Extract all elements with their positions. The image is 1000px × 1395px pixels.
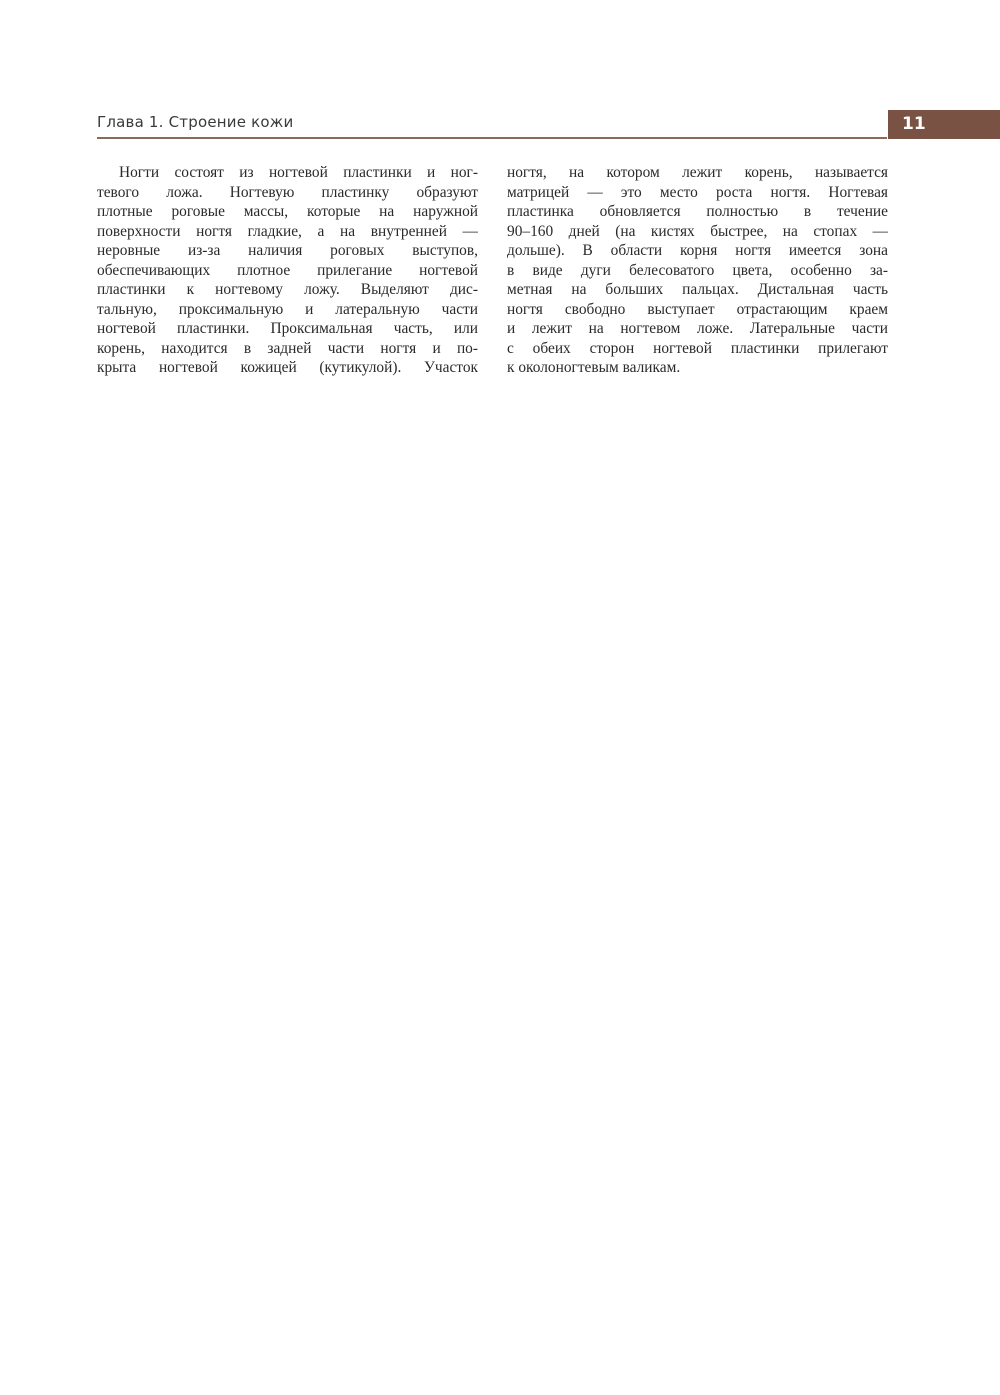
text-line: поверхности ногтя гладкие, а на внутренней — (97, 222, 478, 240)
text-column-left (97, 163, 478, 378)
text-line: метная на больших пальцах. Дистальная часть (507, 281, 888, 298)
text-line: пластинки к ногтевому ложу. Выделяют дис- (97, 281, 478, 298)
text-line: пластинка обновляется полностью в течение (507, 203, 888, 220)
text-line: 90–160 дней (на кистях быстрее, на стопах — (507, 222, 888, 240)
text-line: с обеих сторон ногтевой пластинки прилегают (507, 339, 888, 357)
chapter-title: Глава 1. Строение кожи (97, 113, 294, 131)
text-line: корень, находится в задней части ногтя и по- (97, 339, 478, 357)
text-line: плотные роговые массы, которые на наружной (97, 203, 478, 220)
text-line: тальную, проксимальную и латеральную части (97, 300, 478, 318)
header-rule (97, 137, 887, 139)
text-line: Ногти состоят из ногтевой пластинки и ног- (119, 164, 478, 181)
text-line: неровные из-за наличия роговых выступов, (97, 242, 478, 259)
text-line: крыта ногтевой кожицей (кутикулой). Участок (97, 359, 478, 376)
text-line: матрицей — это место роста ногтя. Ногтевая (507, 183, 888, 201)
page-number: 11 (902, 114, 926, 134)
text-line: и лежит на ногтевом ложе. Латеральные части (507, 320, 888, 337)
text-line: дольше). В области корня ногтя имеется зона (507, 242, 888, 259)
text-line: к околоногтевым валикам. (507, 359, 681, 376)
text-line: ногтевой пластинки. Проксимальная часть, или (97, 320, 478, 337)
text-line: в виде дуги белесоватого цвета, особенно за- (507, 261, 888, 279)
text-line: ногтя, на котором лежит корень, называется (507, 164, 888, 181)
text-line: тевого ложа. Ногтевую пластинку образуют (97, 183, 478, 201)
text-line: ногтя свободно выступает отрастающим краем (507, 300, 888, 318)
text-column-right (507, 163, 888, 378)
text-line: обеспечивающих плотное прилегание ногтевой (97, 261, 478, 279)
